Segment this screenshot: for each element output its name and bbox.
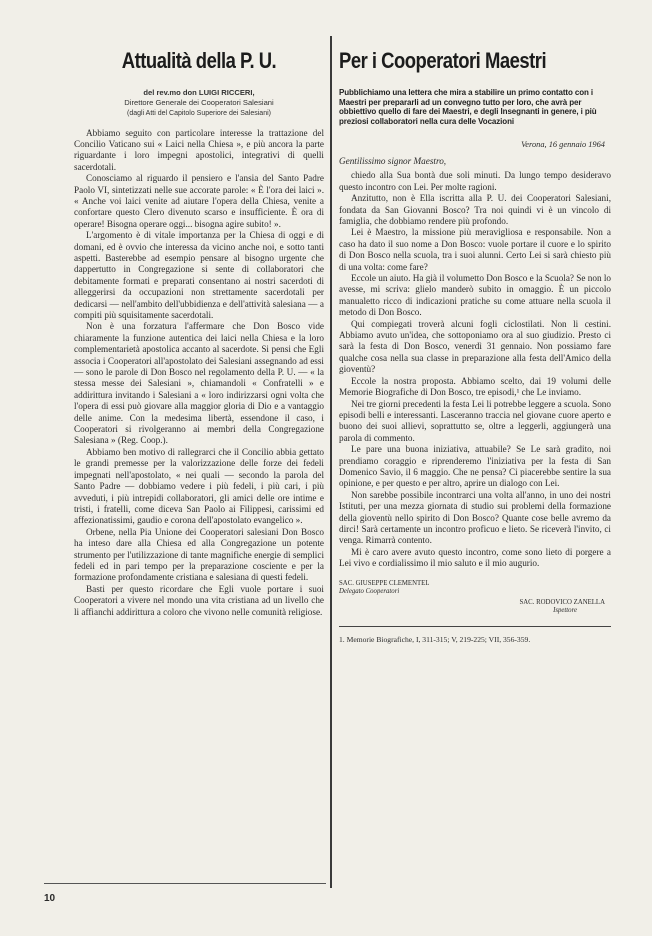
footnote: 1. Memorie Biografiche, I, 311-315; V, 219-225; VII, 356-359. — [339, 634, 531, 644]
signature-title: Delegato Cooperatori — [339, 588, 400, 596]
letter-salutation: Gentilissimo signor Maestro, — [339, 156, 447, 167]
paragraph: Non sarebbe possibile incontrarci una volta all'anno, in uno dei nostri Istituti, per una mezza giornata di studio sui problemi della formazione della gioventù nello spirito di Don Bosco? Quante cose belle avremo da dirci! Sarà certamente un incontro proficuo e lieto. Se riceverà l'invito, ci venga. Rimarrà contento. — [339, 489, 611, 546]
paragraph: Qui compiegati troverà alcuni fogli ciclostilati. Non li cestini. Abbiamo avuto un'idea, che sottoponiamo ora al suo giudizio. Presto ci sarà la festa di Don Bosco, venerdì 31 gennaio. Non possiamo fare qualche cosa nella sua classe in preparazione alla festa dell'Amico della gioventù? — [339, 318, 611, 375]
signature-delegate — [339, 580, 611, 597]
bottom-rule — [44, 883, 326, 884]
signature-name: SAC. GIUSEPPE CLEMENTEL — [339, 579, 430, 587]
paragraph: Anzitutto, non è Ella iscritta alla P. U. dei Cooperatori Salesiani, fondata da San Giovanni Bosco? Tra noi quindi vi è un vincolo di famiglia, che dobbiamo rendere più profondo. — [339, 193, 611, 226]
paragraph: Le pare una buona iniziativa, attuabile? Se Le sarà gradito, noi prendiamo coraggio e riprenderemo l'iniziativa per la festa di San Domenico Savio, il 6 maggio. Che ne pensa? Ci piacerebbe sentire la sua opinione, e per questo e per altro, aprire un dialogo con Lei. — [339, 444, 611, 489]
letter-title: Per i Cooperatori Maestri — [339, 48, 547, 73]
signature-inspector — [339, 599, 611, 616]
letter-intro: Pubblichiamo una lettera che mira a stabilire un primo contatto con i Maestri per prepararli ad un convegno tutto per loro, che avrà per obbiettivo quello di fare dei Maestri, e degli Insegnanti in genere, i più preziosi collaboratori nella cura delle Vocazioni — [339, 88, 597, 126]
byline-author: del rev.mo don LUIGI RICCERI, — [143, 88, 255, 97]
paragraph: Lei è Maestro, la missione più meravigliosa e responsabile. Non a caso ha dato il suo nome a Don Bosco: vuole portare il cuore e lo spirito di Don Bosco nella scuola, tra i suoi alunni. Certo Lei si sarà chiesto più di una volta: come fare? — [339, 227, 611, 272]
paragraph: L'argomento è di vitale importanza per la Chiesa di oggi e di domani, ed è ovvio che interessa da vicino anche noi, e sotto tanti aspetti. Basterebbe ad esempio pensare al bisogno urgente che dappertutto in Congregazione si sente di collaboratori che debitamente formati e preparati consentano ai nostri sacerdoti di alleggerirsi da occupazioni non strettamente sacerdotali per dedicarsi — nell'ambito dell'ubbidienza e dell'attività salesiana — a compiti più squisitamente sacerdotali. — [74, 230, 324, 320]
paragraph: Eccole un aiuto. Ha già il volumetto Don Bosco e la Scuola? Se non lo avesse, mi scriva: glielo manderò subito in omaggio. È un piccolo manualetto ricco di indicazioni pratiche su come attuare nella scuola il metodo di Don Bosco. — [339, 273, 611, 318]
paragraph: Orbene, nella Pia Unione dei Cooperatori salesiani Don Bosco ha inteso dare alla Chiesa ed alla Congregazione un potente strumento per l'utilizzazione di tante magnifiche energie di semplici fedeli ed in pari tempo per la preparazione cosciente e per la formazione profondamente cristiana e salesiana di questi fedeli. — [74, 526, 324, 583]
paragraph: Abbiamo seguito con particolare interesse la trattazione del Concilio Vaticano sui « Laici nella Chiesa », e più ancora la parte riguardante i loro impegni apostolici, integrativi di quelli sacerdotali. — [74, 127, 324, 172]
paragraph: Eccole la nostra proposta. Abbiamo scelto, dai 19 volumi delle Memorie Biografiche di Don Bosco, tre episodi,¹ che Le inviamo. — [339, 375, 611, 398]
article-title: Attualità della P. U. — [121, 48, 277, 73]
column-divider — [330, 36, 332, 888]
letter-dateline: Verona, 16 gennaio 1964 — [521, 140, 605, 150]
footnote-rule — [339, 626, 611, 627]
paragraph: Conosciamo al riguardo il pensiero e l'ansia del Santo Padre Paolo VI, sintetizzati nelle sue accorate parole: « È l'ora dei laici ». « Anche voi laici venite ad aiutare l'opera della Chiesa, venite a confortare questo Clero divenuto scarso e insufficiente. È ora di operare! Bisogna operare oggi... bisogna agire subito! ». — [74, 173, 324, 229]
signature-title: Ispettore — [553, 607, 577, 615]
byline-source: (dagli Atti del Capitolo Superiore dei Salesiani) — [127, 110, 271, 117]
page-number: 10 — [44, 893, 56, 904]
article-body — [74, 128, 324, 618]
letter-body — [339, 170, 611, 569]
left-column-article — [74, 38, 324, 883]
paragraph: Basti per questo ricordare che Egli vuole portare i suoi Cooperatori a vivere nel mondo una vita cristiana ad un livello che li affianchi addirittura a coloro che vivono nelle comunità religiose. — [74, 583, 324, 617]
paragraph: Mi è caro avere avuto questo incontro, come sono lieto di porgere a Lei vivo e cordialissimo il mio saluto e il mio augurio. — [339, 546, 611, 569]
signature-name: SAC. RODOVICO ZANELLA — [519, 598, 605, 606]
right-column-letter — [339, 38, 611, 883]
paragraph: Non è una forzatura l'affermare che Don Bosco vide chiaramente la funzione autentica dei laici nella Chiesa e la loro complementarietà apostolica accanto al sacerdote. Si pensi che Egli associa i Cooperatori all'apostolato dei Salesiani assegnando ad essi — sono le parole di Don Bosco nel regolamento della P. U. — « la stessa messe dei Salesiani », chiamandoli « Confratelli » e addirittura invitando i Salesiani a « loro indirizzarsi ogni volta che l'opera di essi può giovare alla maggior gloria di Dio e a vantaggio delle anime. Con la medesima libertà, essendone il caso, i Cooperatori si rivolgeranno ai membri della Congregazione Salesiana » (Reg. Coop.). — [74, 321, 324, 446]
paragraph: Abbiamo ben motivo di rallegrarci che il Concilio abbia gettato le grandi premesse per la valorizzazione delle forze dei fedeli impegnati nell'apostolato, « nei quali — secondo la parola del Santo Padre — dobbiamo vedere i più fedeli, i più cari, i più avveduti, i più intrepidi collaboratori, gli amici delle ore intime e tristi, i fratelli, come diceva San Paolo ai Filippesi, carissimi ed affezionatissimi, gaudio e corona dell'apostolato evangelico ». — [74, 446, 324, 526]
paragraph: Nei tre giorni precedenti la festa Lei li potrebbe leggere a scuola. Sono episodi belli e interessanti. Lasceranno traccia nel giovane cuore aperto e buono dei suoi allievi, soprattutto se, oltre a leggerli, aggiungerà una parola di commento. — [339, 398, 611, 443]
byline — [74, 88, 324, 119]
byline-role: Direttore Generale dei Cooperatori Salesiani — [124, 97, 274, 107]
paragraph: chiedo alla Sua bontà due soli minuti. Da lungo tempo desideravo questo incontro con Lei. Per molte ragioni. — [339, 170, 611, 192]
